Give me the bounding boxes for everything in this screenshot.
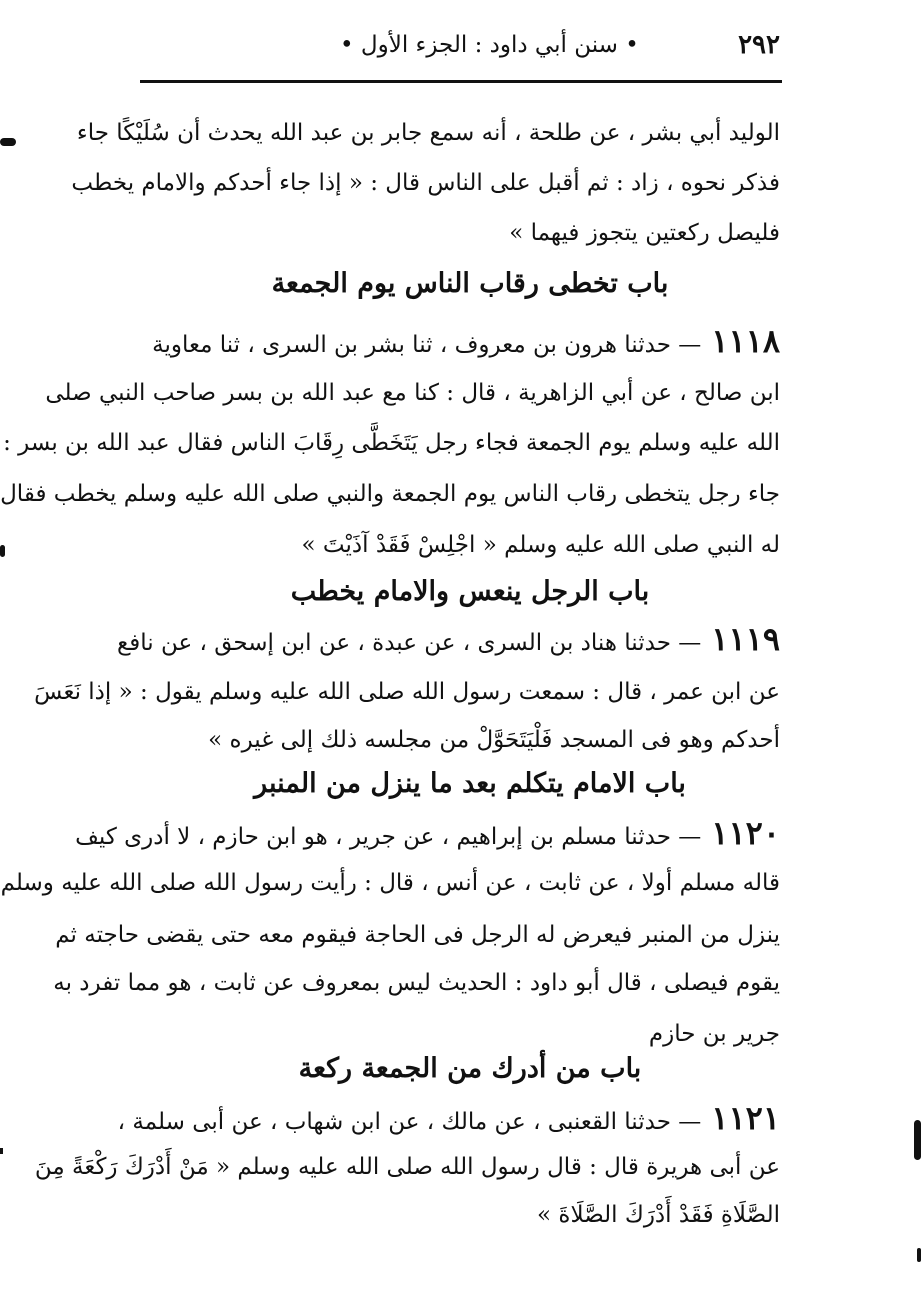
text-line: ابن صالح ، عن أبي الزاهرية ، قال : كنا مع عبد الله بن بسر صاحب النبي صلى [45,380,780,406]
text-line: يقوم فيصلى ، قال أبو داود : الحديث ليس بمعروف عن ثابت ، هو مما تفرد به [53,970,780,996]
chapter-heading: باب الامام يتكلم بعد ما ينزل من المنبر [254,768,686,799]
text-line: ينزل من المنبر فيعرض له الرجل فى الحاجة فيقوم معه حتى يقضى حاجته ثم [55,922,780,948]
hadith-first-line [75,814,780,852]
text-line: أحدكم وهو فى المسجد فَلْيَتَحَوَّلْ من مجلسه ذلك إلى غيره » [208,727,780,753]
scan-edge-mark [0,138,16,146]
text-line: عن ابن عمر ، قال : سمعت رسول الله صلى الله عليه وسلم يقول : « إذا نَعَسَ [34,679,780,705]
chapter-heading: باب من أدرك من الجمعة ركعة [298,1053,642,1084]
text-line: الصَّلَاةِ فَقَدْ أَدْرَكَ الصَّلَاةَ » [537,1202,780,1228]
text-line: جاء رجل يتخطى رقاب الناس يوم الجمعة والنبي صلى الله عليه وسلم يخطب فقال [0,481,780,507]
hadith-number: ١١١٩ [711,620,780,658]
page-header [140,30,780,80]
text-line: قاله مسلم أولا ، عن ثابت ، عن أنس ، قال : رأيت رسول الله صلى الله عليه وسلم [0,870,780,896]
page-number: ٢٩٢ [738,30,780,60]
running-title: • سنن أبي داود : الجزء الأول • [340,32,639,58]
hadith-first-line [152,322,780,360]
text-line: الله عليه وسلم يوم الجمعة فجاء رجل يَتَخَطَّى رِقَابَ الناس فقال عبد الله بن بسر : [3,430,780,456]
hadith-text: — حدثنا مسلم بن إبراهيم ، عن جرير ، هو ابن حازم ، لا أدرى كيف [75,824,702,850]
chapter-heading: باب تخطى رقاب الناس يوم الجمعة [271,268,669,299]
hadith-number: ١١٢١ [711,1099,780,1137]
hadith-number: ١١٢٠ [711,814,780,852]
header-rule [140,80,782,83]
hadith-first-line [117,1099,780,1137]
scan-edge-mark [0,545,5,557]
text-line: له النبي صلى الله عليه وسلم « اجْلِسْ فَقَدْ آذَيْتَ » [301,532,780,558]
text-line: الوليد أبي بشر ، عن طلحة ، أنه سمع جابر بن عبد الله يحدث أن سُلَيْكًا جاء [76,120,780,146]
hadith-text: — حدثنا هرون بن معروف ، ثنا بشر بن السرى ، ثنا معاوية [152,332,702,358]
scan-edge-mark [914,1120,921,1160]
text-line: جرير بن حازم [648,1021,780,1047]
chapter-heading: باب الرجل ينعس والامام يخطب [290,576,650,607]
text-line: عن أبى هريرة قال : قال رسول الله صلى الله عليه وسلم « مَنْ أَدْرَكَ رَكْعَةً مِنَ [34,1154,780,1180]
scan-edge-mark [917,1248,921,1262]
hadith-text: — حدثنا القعنبى ، عن مالك ، عن ابن شهاب ، عن أبى سلمة ، [117,1109,702,1135]
scan-edge-mark [0,1148,3,1154]
text-line: فليصل ركعتين يتجوز فيهما » [509,220,780,246]
hadith-number: ١١١٨ [711,322,780,360]
text-line: فذكر نحوه ، زاد : ثم أقبل على الناس قال : « إذا جاء أحدكم والامام يخطب [71,170,780,196]
hadith-text: — حدثنا هناد بن السرى ، عن عبدة ، عن ابن إسحق ، عن نافع [117,630,702,656]
hadith-first-line [117,620,780,658]
